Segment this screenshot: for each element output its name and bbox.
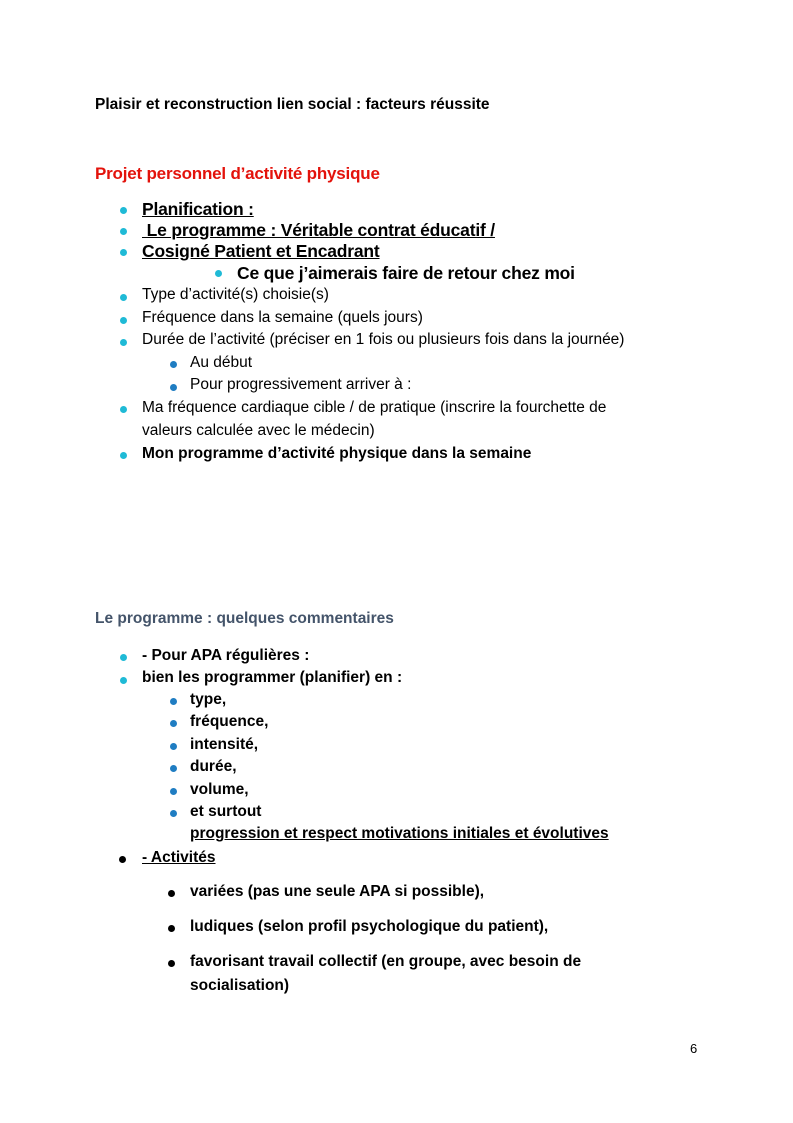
list-item: Pour progressivement arriver à : — [190, 376, 412, 393]
bullet — [120, 406, 127, 413]
bullet — [120, 452, 127, 459]
list-item: intensité, — [190, 736, 259, 753]
bullet — [170, 698, 177, 705]
list-item: variées (pas une seule APA si possible), — [190, 883, 485, 900]
section-title: Le programme : quelques commentaires — [95, 610, 394, 627]
bullet — [120, 228, 127, 235]
bullet — [215, 270, 222, 277]
list-item-continuation: socialisation) — [190, 977, 290, 994]
list-item: - Pour APA régulières : — [142, 647, 310, 664]
bullet — [170, 765, 177, 772]
list-item: Le programme : Véritable contrat éducatif / — [142, 220, 495, 240]
list-item: type, — [190, 691, 227, 708]
list-item: et surtout — [190, 803, 262, 820]
bullet — [170, 361, 177, 368]
list-item-continuation: progression et respect motivations initiales et évolutives — [190, 825, 609, 842]
list-item: volume, — [190, 781, 249, 798]
list-item: ludiques (selon profil psychologique du patient), — [190, 918, 549, 935]
list-item: Au début — [190, 354, 253, 371]
bullet — [120, 677, 127, 684]
list-item: fréquence, — [190, 713, 269, 730]
page-number: 6 — [690, 1041, 698, 1056]
list-item: Ce que j’aimerais faire de retour chez moi — [237, 263, 575, 283]
list-item: bien les programmer (planifier) en : — [142, 669, 403, 686]
list-item: Fréquence dans la semaine (quels jours) — [142, 309, 423, 326]
bullet — [168, 890, 175, 897]
bullet — [120, 317, 127, 324]
bullet — [170, 384, 177, 391]
list-item: favorisant travail collectif (en groupe, avec besoin de — [190, 953, 582, 970]
bullet — [170, 810, 177, 817]
list-item: Cosigné Patient et Encadrant — [142, 241, 380, 261]
list-item-continuation: valeurs calculée avec le médecin) — [142, 422, 375, 439]
bullet — [119, 856, 126, 863]
list-item: Mon programme d’activité physique dans la semaine — [142, 445, 532, 462]
bullet — [120, 339, 127, 346]
bullet — [168, 925, 175, 932]
bullet — [170, 743, 177, 750]
list-item: durée, — [190, 758, 237, 775]
list-item: Durée de l’activité (préciser en 1 fois ou plusieurs fois dans la journée) — [142, 331, 625, 348]
list-item: Planification : — [142, 199, 254, 219]
bullet — [120, 207, 127, 214]
bullet — [120, 294, 127, 301]
bullet — [168, 960, 175, 967]
main-heading: Plaisir et reconstruction lien social : facteurs réussite — [95, 96, 490, 113]
list-item: - Activités — [142, 849, 216, 866]
bullet — [120, 249, 127, 256]
bullet — [170, 720, 177, 727]
list-item: Type d’activité(s) choisie(s) — [142, 286, 329, 303]
bullet — [120, 654, 127, 661]
bullet — [170, 788, 177, 795]
section-title: Projet personnel d’activité physique — [95, 164, 380, 183]
list-item: Ma fréquence cardiaque cible / de pratique (inscrire la fourchette de — [142, 399, 607, 416]
